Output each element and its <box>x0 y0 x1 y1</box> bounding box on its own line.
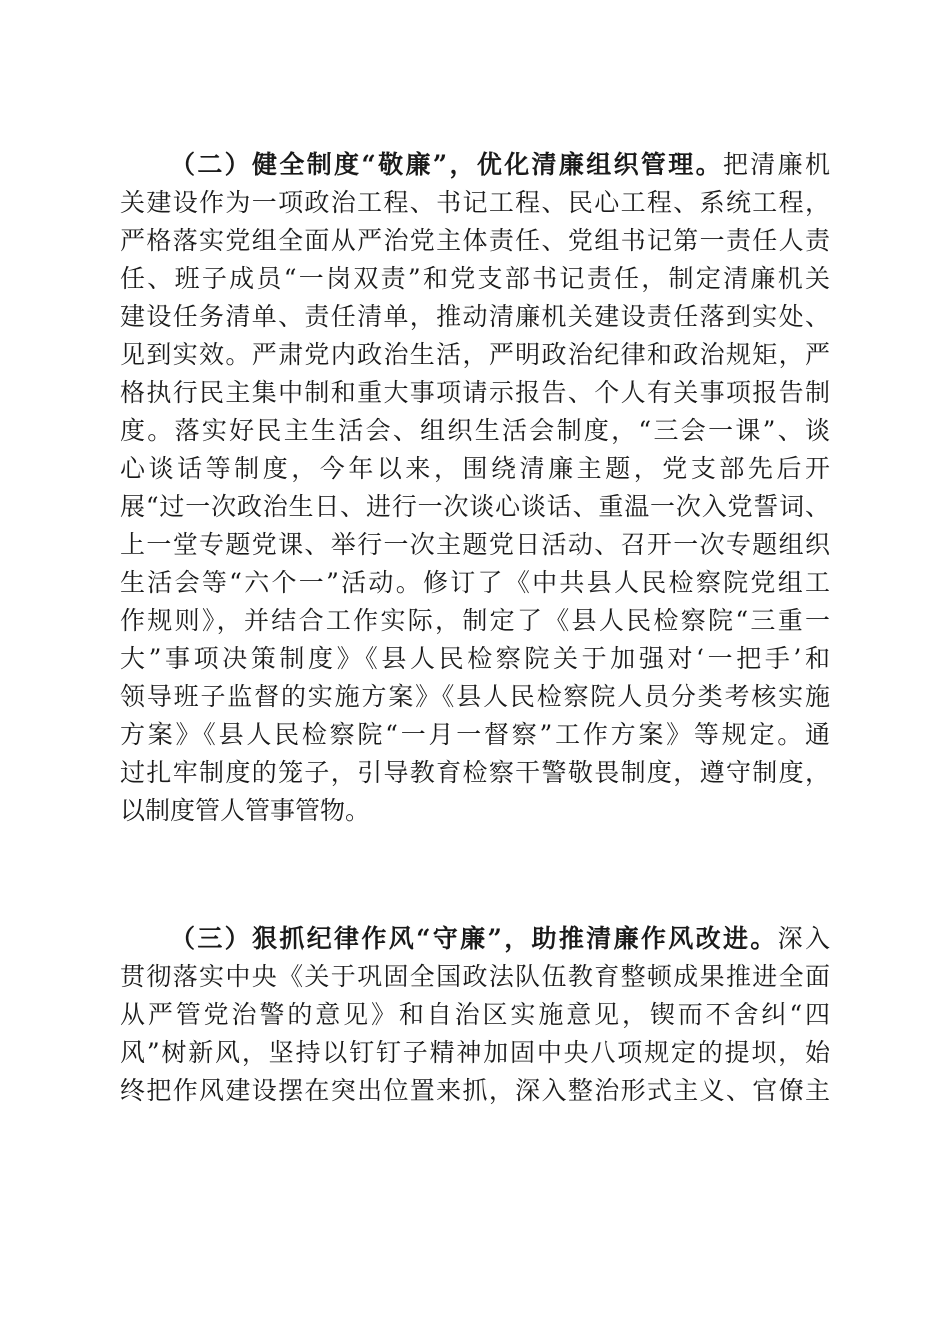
paragraph-line: 建设任务清单、责任清单，推动清廉机关建设责任落到实处、 <box>120 302 830 331</box>
paragraph-line: 终把作风建设摆在突出位置来抓，深入整治形式主义、官僚主 <box>120 1076 830 1105</box>
paragraph-line: 大”事项决策制度》《县人民检察院关于加强对‘一把手’和 <box>120 644 830 673</box>
paragraph-line: 严格落实党组全面从严治党主体责任、党组书记第一责任人责 <box>120 226 830 255</box>
paragraph-section-3 <box>120 920 830 1110</box>
paragraph-line: 生活会等“六个一”活动。修订了《中共县人民检察院党组工 <box>120 568 830 597</box>
paragraph-line: 任、班子成员“一岗双责”和党支部书记责任，制定清廉机关 <box>120 264 830 293</box>
paragraph-text: 把清廉机 <box>722 150 830 179</box>
paragraph-line: 上一堂专题党课、举行一次主题党日活动、召开一次专题组织 <box>120 530 830 559</box>
paragraph-text: 深入 <box>777 924 830 953</box>
paragraph-line: 从严管党治警的意见》和自治区实施意见，锲而不舍纠“四 <box>120 1000 830 1029</box>
paragraph-line: 格执行民主集中制和重大事项请示报告、个人有关事项报告制 <box>120 378 830 407</box>
paragraph-line: 过扎牢制度的笼子，引导教育检察干警敬畏制度，遵守制度， <box>120 758 830 787</box>
paragraph-line: 以制度管人管事管物。 <box>120 796 371 825</box>
paragraph-line: 心谈话等制度，今年以来，围绕清廉主题，党支部先后开 <box>120 454 830 483</box>
paragraph-line: 贯彻落实中央《关于巩固全国政法队伍教育整顿成果推进全面 <box>120 962 830 991</box>
paragraph-line: 见到实效。严肃党内政治生活，严明政治纪律和政治规矩，严 <box>120 340 830 369</box>
paragraph-first-line <box>120 920 830 958</box>
section-heading: （二）健全制度“敬廉”，优化清廉组织管理。 <box>170 150 723 179</box>
paragraph-line: 关建设作为一项政治工程、书记工程、民心工程、系统工程， <box>120 188 830 217</box>
paragraph-line: 领导班子监督的实施方案》《县人民检察院人员分类考核实施 <box>120 682 830 711</box>
paragraph-line: 度。落实好民主生活会、组织生活会制度，“三会一课”、谈 <box>120 416 830 445</box>
paragraph-line: 风”树新风，坚持以钉钉子精神加固中央八项规定的提坝，始 <box>120 1038 830 1067</box>
paragraph-first-line <box>120 146 830 184</box>
paragraph-line: 方案》《县人民检察院“一月一督察”工作方案》等规定。通 <box>120 720 830 749</box>
paragraph-section-2 <box>120 146 830 830</box>
section-heading: （三）狠抓纪律作风“守廉”，助推清廉作风改进。 <box>170 924 778 953</box>
paragraph-line: 展“过一次政治生日、进行一次谈心谈话、重温一次入党誓词、 <box>120 492 830 521</box>
paragraph-line: 作规则》，并结合工作实际，制定了《县人民检察院“三重一 <box>120 606 830 635</box>
